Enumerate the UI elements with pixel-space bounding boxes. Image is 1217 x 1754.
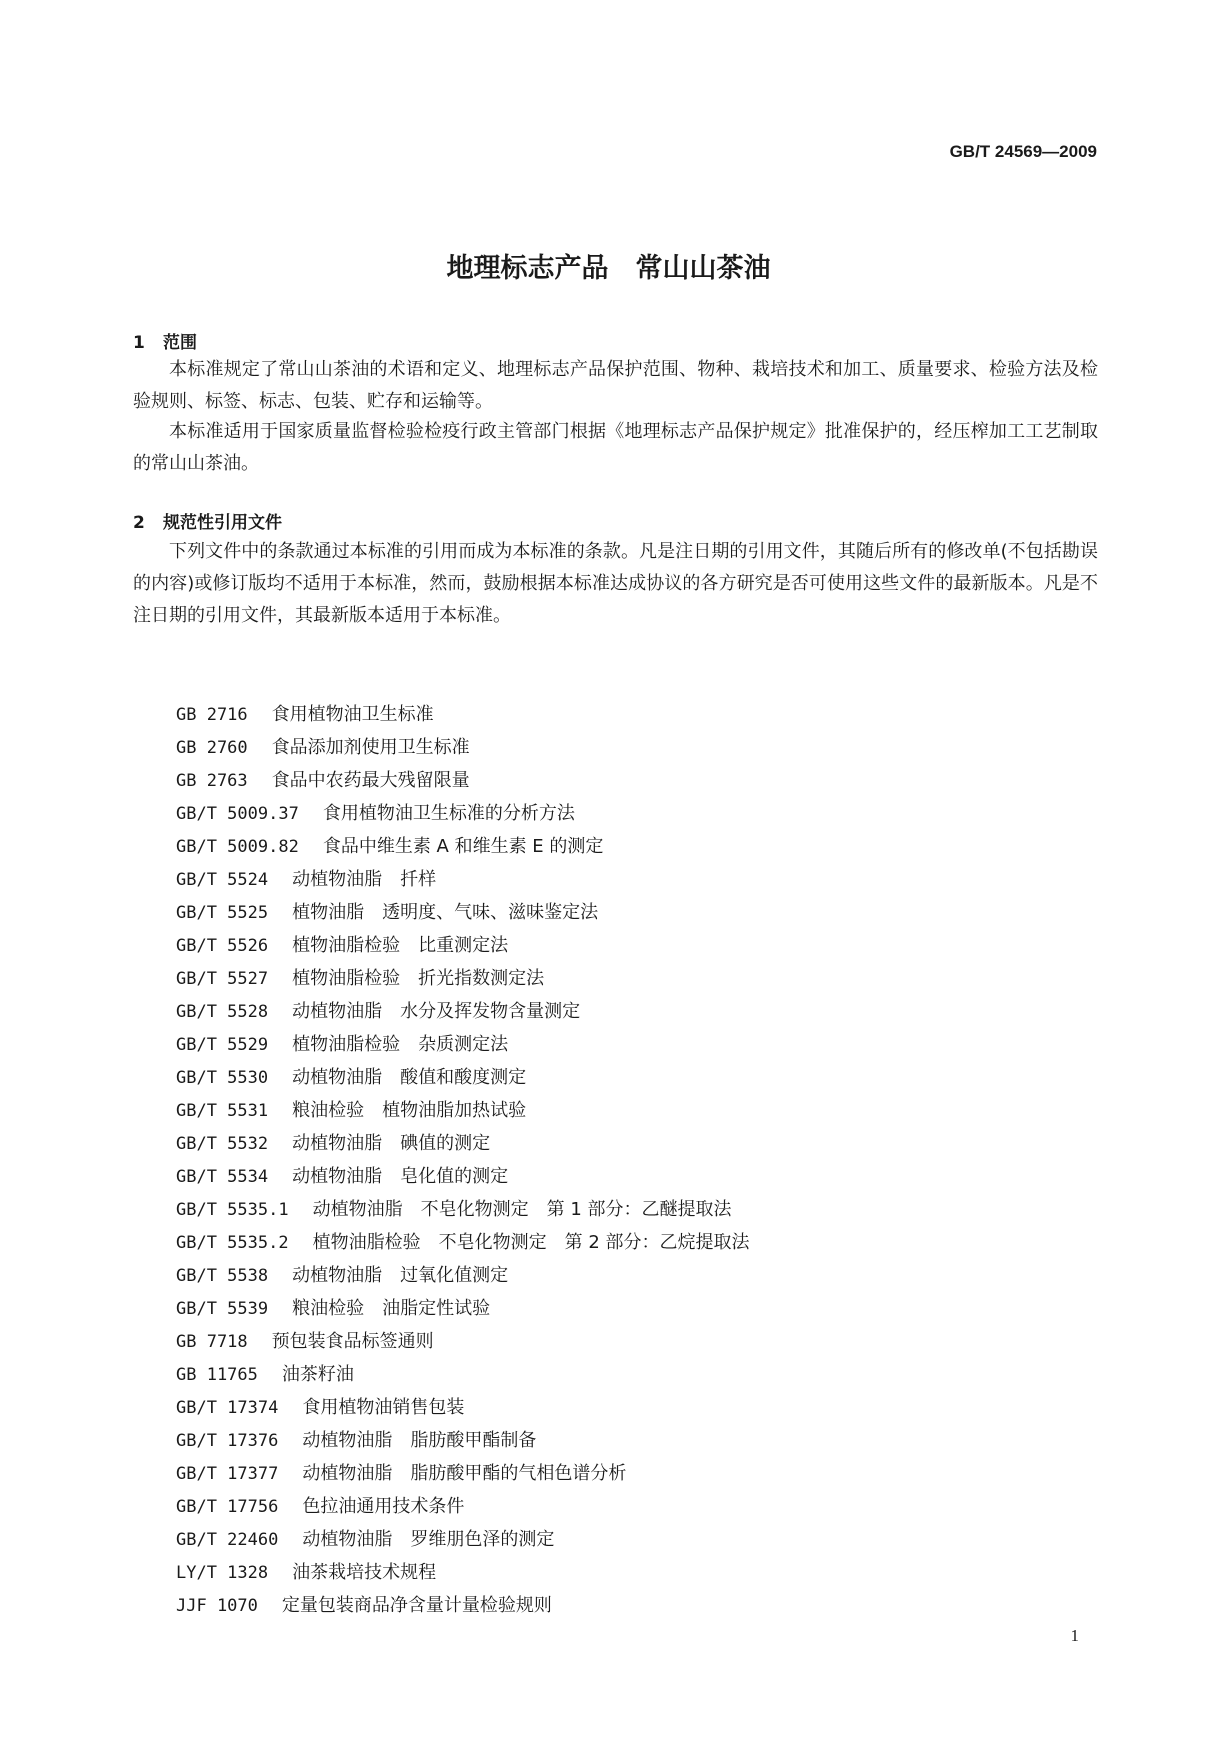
reference-title: 食品中农药最大残留限量: [271, 770, 470, 791]
reference-item: [176, 1292, 750, 1325]
reference-title: 粮油检验 植物油脂加热试验: [292, 1100, 527, 1121]
reference-code: GB 2716: [176, 705, 248, 725]
reference-title: 食品添加剂使用卫生标准: [271, 737, 470, 758]
reference-item: [176, 962, 750, 995]
reference-code: GB/T 17376: [176, 1431, 279, 1451]
reference-item: [176, 929, 750, 962]
reference-code: GB/T 17374: [176, 1398, 279, 1418]
reference-title: 食用植物油卫生标准的分析方法: [322, 803, 575, 824]
reference-code: GB/T 22460: [176, 1530, 279, 1550]
reference-code: GB/T 5525: [176, 903, 269, 923]
reference-item: [176, 1193, 750, 1226]
reference-item: [176, 1358, 750, 1391]
reference-item: [176, 1160, 750, 1193]
reference-title: 动植物油脂 脂肪酸甲酯制备: [302, 1430, 537, 1451]
reference-code: GB/T 17756: [176, 1497, 279, 1517]
reference-code: GB/T 17377: [176, 1464, 279, 1484]
reference-item: [176, 1523, 750, 1556]
paragraph: 下列文件中的条款通过本标准的引用而成为本标准的条款。凡是注日期的引用文件，其随后所有的修改单(不包括勘误的内容)或修订版均不适用于本标准，然而，鼓励根据本标准达成协议的各方研究是否可使用这些文件的最新版本。凡是不注日期的引用文件，其最新版本适用于本标准。: [133, 541, 1098, 626]
reference-item: [176, 731, 750, 764]
reference-code: GB 2760: [176, 738, 248, 758]
reference-item: [176, 1490, 750, 1523]
reference-item: [176, 1391, 750, 1424]
reference-list: [176, 698, 750, 1622]
section-heading-scope: [133, 328, 197, 353]
section-title: 范围: [163, 333, 197, 353]
reference-item: [176, 1424, 750, 1457]
reference-title: 动植物油脂 脂肪酸甲酯的气相色谱分析: [302, 1463, 627, 1484]
reference-item: [176, 830, 750, 863]
reference-title: 植物油脂检验 比重测定法: [292, 935, 509, 956]
reference-title: 动植物油脂 不皂化物测定 第 1 部分：乙醚提取法: [312, 1199, 732, 1220]
reference-item: [176, 995, 750, 1028]
reference-code: GB 2763: [176, 771, 248, 791]
reference-code: GB/T 5524: [176, 870, 269, 890]
reference-title: 油茶栽培技术规程: [292, 1562, 437, 1583]
reference-title: 粮油检验 油脂定性试验: [292, 1298, 491, 1319]
section-number: 1: [133, 333, 145, 353]
reference-code: GB/T 5535.1: [176, 1200, 289, 1220]
reference-code: GB/T 5528: [176, 1002, 269, 1022]
reference-code: GB/T 5535.2: [176, 1233, 289, 1253]
reference-code: GB/T 5527: [176, 969, 269, 989]
section-number: 2: [133, 513, 145, 533]
reference-item: [176, 1259, 750, 1292]
reference-code: GB/T 5532: [176, 1134, 269, 1154]
reference-code: GB 7718: [176, 1332, 248, 1352]
reference-item: [176, 764, 750, 797]
reference-item: [176, 1226, 750, 1259]
reference-code: GB/T 5534: [176, 1167, 269, 1187]
reference-item: [176, 1127, 750, 1160]
reference-title: 植物油脂检验 折光指数测定法: [292, 968, 545, 989]
reference-code: LY/T 1328: [176, 1563, 269, 1583]
reference-item: [176, 1556, 750, 1589]
reference-item: [176, 863, 750, 896]
reference-item: [176, 1589, 750, 1622]
document-title: 地理标志产品 常山山茶油: [446, 253, 771, 284]
reference-item: [176, 1061, 750, 1094]
reference-title: 食用植物油销售包装: [302, 1397, 465, 1418]
section-heading-normative-references: [133, 508, 282, 533]
reference-item: [176, 1094, 750, 1127]
reference-title: 食品中维生素 A 和维生素 E 的测定: [322, 836, 604, 857]
standard-number: GB/T 24569—2009: [949, 142, 1097, 161]
reference-title: 食用植物油卫生标准: [271, 704, 434, 725]
reference-item: [176, 1457, 750, 1490]
reference-item: [176, 1028, 750, 1061]
reference-item: [176, 797, 750, 830]
reference-title: 动植物油脂 碘值的测定: [292, 1133, 491, 1154]
reference-title: 动植物油脂 过氧化值测定: [292, 1265, 509, 1286]
reference-item: [176, 896, 750, 929]
reference-code: GB/T 5530: [176, 1068, 269, 1088]
reference-title: 植物油脂检验 不皂化物测定 第 2 部分：乙烷提取法: [312, 1232, 750, 1253]
reference-title: 动植物油脂 酸值和酸度测定: [292, 1067, 527, 1088]
reference-code: GB/T 5538: [176, 1266, 269, 1286]
reference-title: 植物油脂检验 杂质测定法: [292, 1034, 509, 1055]
reference-code: GB/T 5009.82: [176, 837, 299, 857]
reference-title: 预包装食品标签通则: [271, 1331, 434, 1352]
reference-code: GB 11765: [176, 1365, 258, 1385]
reference-title: 动植物油脂 罗维朋色泽的测定: [302, 1529, 555, 1550]
reference-code: GB/T 5529: [176, 1035, 269, 1055]
reference-title: 油茶籽油: [281, 1364, 354, 1385]
reference-item: [176, 698, 750, 731]
page-number: 1: [1070, 1626, 1079, 1645]
reference-code: GB/T 5526: [176, 936, 269, 956]
paragraph: 本标准适用于国家质量监督检验检疫行政主管部门根据《地理标志产品保护规定》批准保护的，经压榨加工工艺制取的常山山茶油。: [133, 421, 1098, 474]
reference-code: GB/T 5531: [176, 1101, 269, 1121]
paragraph: 本标准规定了常山山茶油的术语和定义、地理标志产品保护范围、物种、栽培技术和加工、质量要求、检验方法及检验规则、标签、标志、包装、贮存和运输等。: [133, 359, 1098, 412]
reference-title: 色拉油通用技术条件: [302, 1496, 465, 1517]
reference-code: JJF 1070: [176, 1596, 258, 1616]
reference-code: GB/T 5009.37: [176, 804, 299, 824]
reference-title: 定量包装商品净含量计量检验规则: [281, 1595, 552, 1616]
reference-code: GB/T 5539: [176, 1299, 269, 1319]
reference-title: 植物油脂 透明度、气味、滋味鉴定法: [292, 902, 599, 923]
section-title: 规范性引用文件: [163, 513, 282, 533]
reference-title: 动植物油脂 扦样: [292, 869, 437, 890]
reference-title: 动植物油脂 水分及挥发物含量测定: [292, 1001, 581, 1022]
reference-title: 动植物油脂 皂化值的测定: [292, 1166, 509, 1187]
reference-item: [176, 1325, 750, 1358]
